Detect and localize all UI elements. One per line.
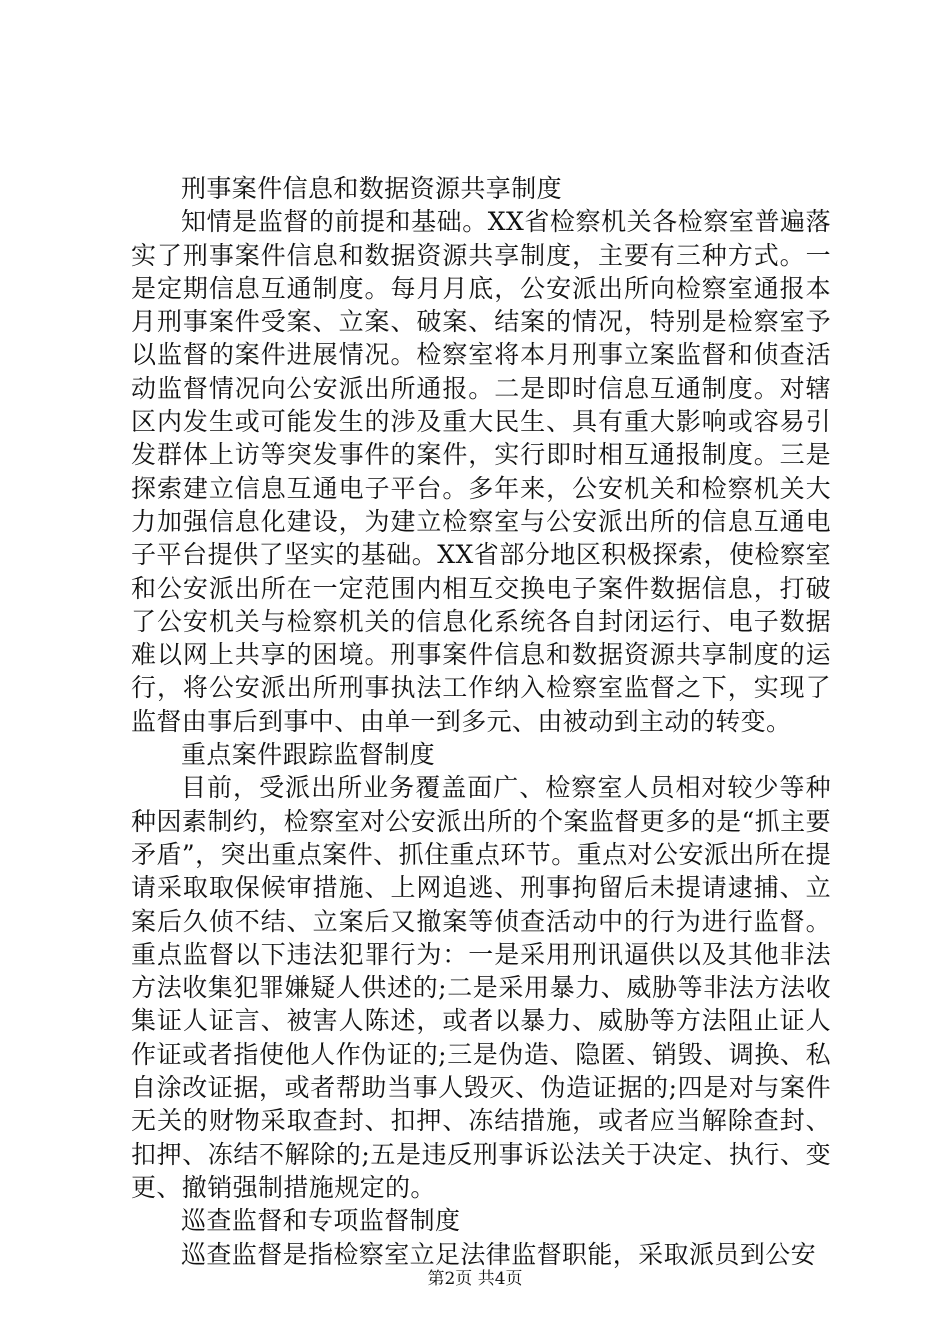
document-body [131, 172, 831, 1271]
section-body-info-sharing: 知情是监督的前提和基础。XX省检察机关各检察室普遍落实了刑事案件信息和数据资源共享制度，主要有三种方式。一是定期信息互通制度。每月月底，公安派出所向检察室通报本月刑事案件受案、立案、破案、结案的情况，特别是检察室予以监督的案件进展情况。检察室将本月刑事立案监督和侦查活动监督情况向公安派出所通报。二是即时信息互通制度。对辖区内发生或可能发生的涉及重大民生、具有重大影响或容易引发群体上访等突发事件的案件，实行即时相互通报制度。三是探索建立信息互通电子平台。多年来，公安机关和检察机关大力加强信息化建设，为建立检察室与公安派出所的信息互通电子平台提供了坚实的基础。XX省部分地区积极探索，使检察室和公安派出所在一定范围内相互交换电子案件数据信息，打破了公安机关与检察机关的信息化系统各自封闭运行、电子数据难以网上共享的困境。刑事案件信息和数据资源共享制度的运行，将公安派出所刑事执法工作纳入检察室监督之下，实现了监督由事后到事中、由单一到多元、由被动到主动的转变。 [131, 207, 831, 736]
page-number-footer: 第2页 共4页 [427, 1269, 523, 1289]
section-body-patrol-supervision: 巡查监督是指检察室立足法律监督职能，采取派员到公安 [181, 1239, 817, 1269]
section-heading-key-case-tracking: 重点案件跟踪监督制度 [181, 740, 436, 770]
section-body-key-case-tracking: 目前，受派出所业务覆盖面广、检察室人员相对较少等种种因素制约，检察室对公安派出所的个案监督更多的是“抓主要矛盾”，突出重点案件、抓住重点环节。重点对公安派出所在提请采取取保候审措施、上网追逃、刑事拘留后未提请逮捕、立案后久侦不结、立案后又撤案等侦查活动中的行为进行监督。重点监督以下违法犯罪行为：一是采用刑讯逼供以及其他非法方法收集犯罪嫌疑人供述的;二是采用暴力、威胁等非法方法收集证人证言、被害人陈述，或者以暴力、威胁等方法阻止证人作证或者指使他人作伪证的;三是伪造、隐匿、销毁、调换、私自涂改证据，或者帮助当事人毁灭、伪造证据的;四是对与案件无关的财物采取查封、扣押、冻结措施，或者应当解除查封、扣押、冻结不解除的;五是违反刑事诉讼法关于决定、执行、变更、撤销强制措施规定的。 [131, 773, 831, 1202]
section-heading-info-sharing: 刑事案件信息和数据资源共享制度 [181, 174, 563, 203]
section-heading-patrol-supervision: 巡查监督和专项监督制度 [181, 1206, 461, 1236]
